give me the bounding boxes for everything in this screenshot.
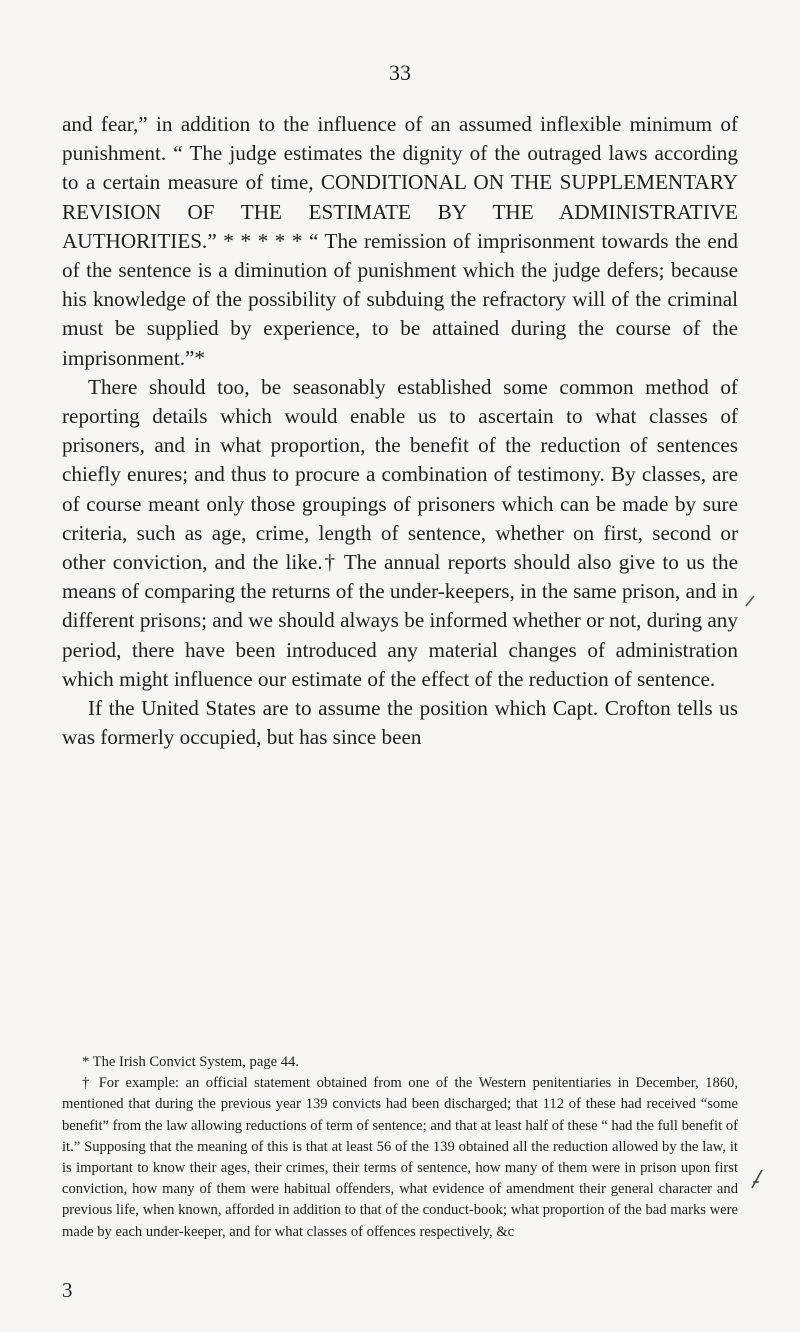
footnote-dagger: † For example: an official statement obtained from one of the Western penitentiaries in December, 1860, mentioned that during the previous year 139 convicts had been discharged; that 112 of these had received “some benefit” from the law allowing reductions of term of sentence; and that at least half of these “ had the full benefit of it.” Supposing that the meaning of this is that at least 56 of the 139 obtained all the reduction allowed by the law, it is important to know their ages, their crimes, their terms of sentence, how many of them were in prison upon first conviction, how many of them were habitual offenders, what evidence of amendment their general character and previous life, when known, afforded in addition to that of the conduct-book; what proportion of the bad marks were made by each under-keeper, and for what classes of offences respectively, &c bbox=[62, 1075, 738, 1240]
signature-mark: 3 bbox=[62, 1278, 73, 1302]
page-number: 33 bbox=[389, 60, 411, 85]
margin-pencil-mark bbox=[750, 1168, 764, 1195]
paragraph-continued: and fear,” in addition to the influence of an assumed inflexible minimum of punishment. “ The judge estimates the dignity of the outraged laws according to a certain measure of time, CONDITIONAL ON THE SUPPLEMENTARY REVISION OF THE ESTIMATE BY THE ADMINISTRATIVE AUTHORITIES.” * * * * * “ The remission of imprisonment towards the end of the sentence is a diminution of punishment which the judge defers; because his knowledge of the possibility of subduing the refractory will of the criminal must be supplied by experience, to be attained during the course of the imprisonment.”* bbox=[62, 112, 738, 370]
paragraph-united-states: If the United States are to assume the position which Capt. Crofton tells us was formerly occupied, but has since been bbox=[62, 696, 738, 750]
footnotes bbox=[62, 1052, 738, 1243]
margin-smudge-mark bbox=[744, 592, 756, 613]
main-text bbox=[62, 110, 738, 752]
footnote-asterisk: * The Irish Convict System, page 44. bbox=[82, 1054, 299, 1070]
paragraph-reporting-method: There should too, be seasonably established some common method of reporting details which would enable us to ascertain to what classes of prisoners, and in what proportion, the benefit of the reduction of sentences chiefly enures; and thus to procure a combination of testimony. By classes, are of course meant only those groupings of prisoners which can be made by sure criteria, such as age, crime, length of sentence, whether on first, second or other conviction, and the like.† The annual reports should also give to us the means of comparing the returns of the under-keepers, in the same prison, and in different prisons; and we should always be informed whether or not, during any period, there have been introduced any material changes of administration which might influence our estimate of the effect of the reduction of sentence. bbox=[62, 374, 738, 691]
